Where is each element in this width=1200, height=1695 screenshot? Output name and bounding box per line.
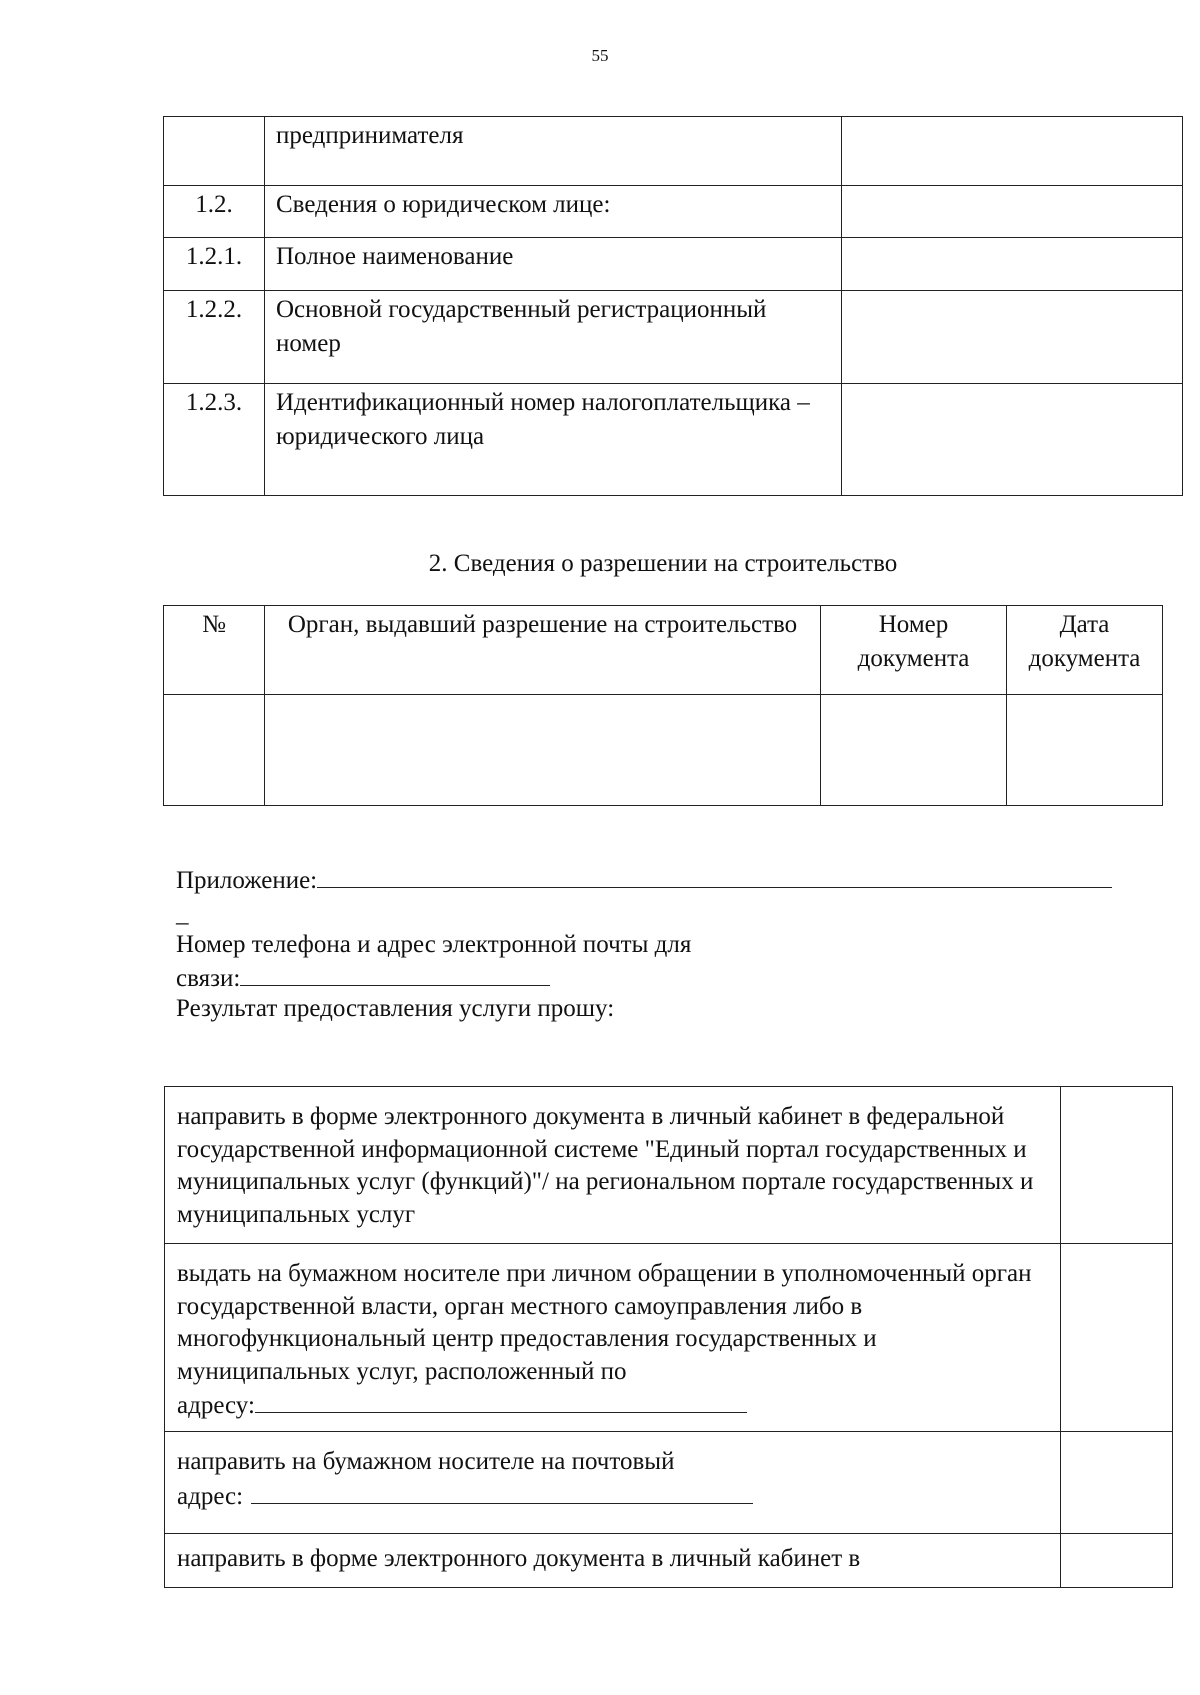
- row-number: [164, 117, 265, 186]
- option-row: [165, 1534, 1173, 1588]
- page-number: 55: [591, 46, 609, 65]
- attachment-line: [176, 863, 1112, 897]
- contact-field[interactable]: [240, 961, 550, 986]
- table-row: [164, 186, 1183, 238]
- table-row: [164, 117, 1183, 186]
- row-number: 1.2.: [164, 186, 265, 238]
- attachment-field[interactable]: [317, 863, 1112, 888]
- row-label: предпринимателя: [265, 117, 842, 186]
- table-row: [164, 695, 1163, 806]
- contact-line: [176, 961, 550, 995]
- cell-authority[interactable]: [265, 695, 821, 806]
- row-label: Полное наименование: [265, 238, 842, 291]
- table-header-row: [164, 606, 1163, 695]
- section-title: 2. Сведения о разрешении на строительство: [428, 550, 898, 577]
- row-label: Основной государственный регистрационный номер: [265, 291, 842, 384]
- row-label: Сведения о юридическом лице:: [265, 186, 842, 238]
- option-label: [165, 1432, 1061, 1534]
- row-label: Идентификационный номер налогоплательщика – юридического лица: [265, 384, 842, 496]
- column-header-doc-number: Номер документа: [821, 606, 1007, 695]
- row-value-cell[interactable]: [842, 291, 1183, 384]
- contact-label: связи:: [176, 965, 241, 992]
- option-checkbox-cell[interactable]: [1061, 1534, 1173, 1588]
- option-text: направить на бумажном носителе на почтовый: [177, 1448, 675, 1475]
- option-label: [165, 1244, 1061, 1432]
- option-text: выдать на бумажном носителе при личном обращении в уполномоченный орган государственной власти, орган местного самоуправления либо в многофункциональный центр предоставления государственных и муниципальных услуг, расположенный по: [177, 1260, 1032, 1385]
- permit-table: [163, 605, 1163, 806]
- row-value-cell[interactable]: [842, 186, 1183, 238]
- row-value-cell[interactable]: [842, 238, 1183, 291]
- table-row: [164, 238, 1183, 291]
- table-row: [164, 384, 1183, 496]
- option-row: [165, 1087, 1173, 1244]
- table-row: [164, 291, 1183, 384]
- postal-address-label: адрес:: [177, 1482, 244, 1510]
- address-field[interactable]: [255, 1388, 747, 1413]
- row-number: 1.2.3.: [164, 384, 265, 496]
- attachment-dash: _: [176, 900, 189, 927]
- option-row: [165, 1432, 1173, 1534]
- row-number: 1.2.2.: [164, 291, 265, 384]
- option-label: направить в форме электронного документа в личный кабинет в федеральной государственной информационной системе "Единый портал государственных и муниципальных услуг (функций)"/ на региональном портале государственных и муниципальных услуг: [165, 1087, 1061, 1244]
- column-header-authority: Орган, выдавший разрешение на строительство: [265, 606, 821, 695]
- row-number: 1.2.1.: [164, 238, 265, 291]
- attachment-label: Приложение:: [176, 867, 318, 894]
- option-checkbox-cell[interactable]: [1061, 1244, 1173, 1432]
- option-checkbox-cell[interactable]: [1061, 1432, 1173, 1534]
- column-header-doc-date: Дата документа: [1007, 606, 1163, 695]
- option-checkbox-cell[interactable]: [1061, 1087, 1173, 1244]
- postal-address-field[interactable]: [251, 1479, 753, 1504]
- column-header-number: №: [164, 606, 265, 695]
- address-label: адресу:: [177, 1392, 255, 1419]
- cell-number[interactable]: [164, 695, 265, 806]
- applicant-info-table: [163, 116, 1183, 496]
- row-value-cell[interactable]: [842, 384, 1183, 496]
- contact-label-line1: Номер телефона и адрес электронной почты для: [176, 931, 692, 958]
- row-value-cell[interactable]: [842, 117, 1183, 186]
- result-options-table: [164, 1086, 1173, 1588]
- option-label: направить в форме электронного документа в личный кабинет в: [165, 1534, 1061, 1588]
- cell-doc-date[interactable]: [1007, 695, 1163, 806]
- option-row: [165, 1244, 1173, 1432]
- cell-doc-number[interactable]: [821, 695, 1007, 806]
- result-label: Результат предоставления услуги прошу:: [176, 995, 615, 1022]
